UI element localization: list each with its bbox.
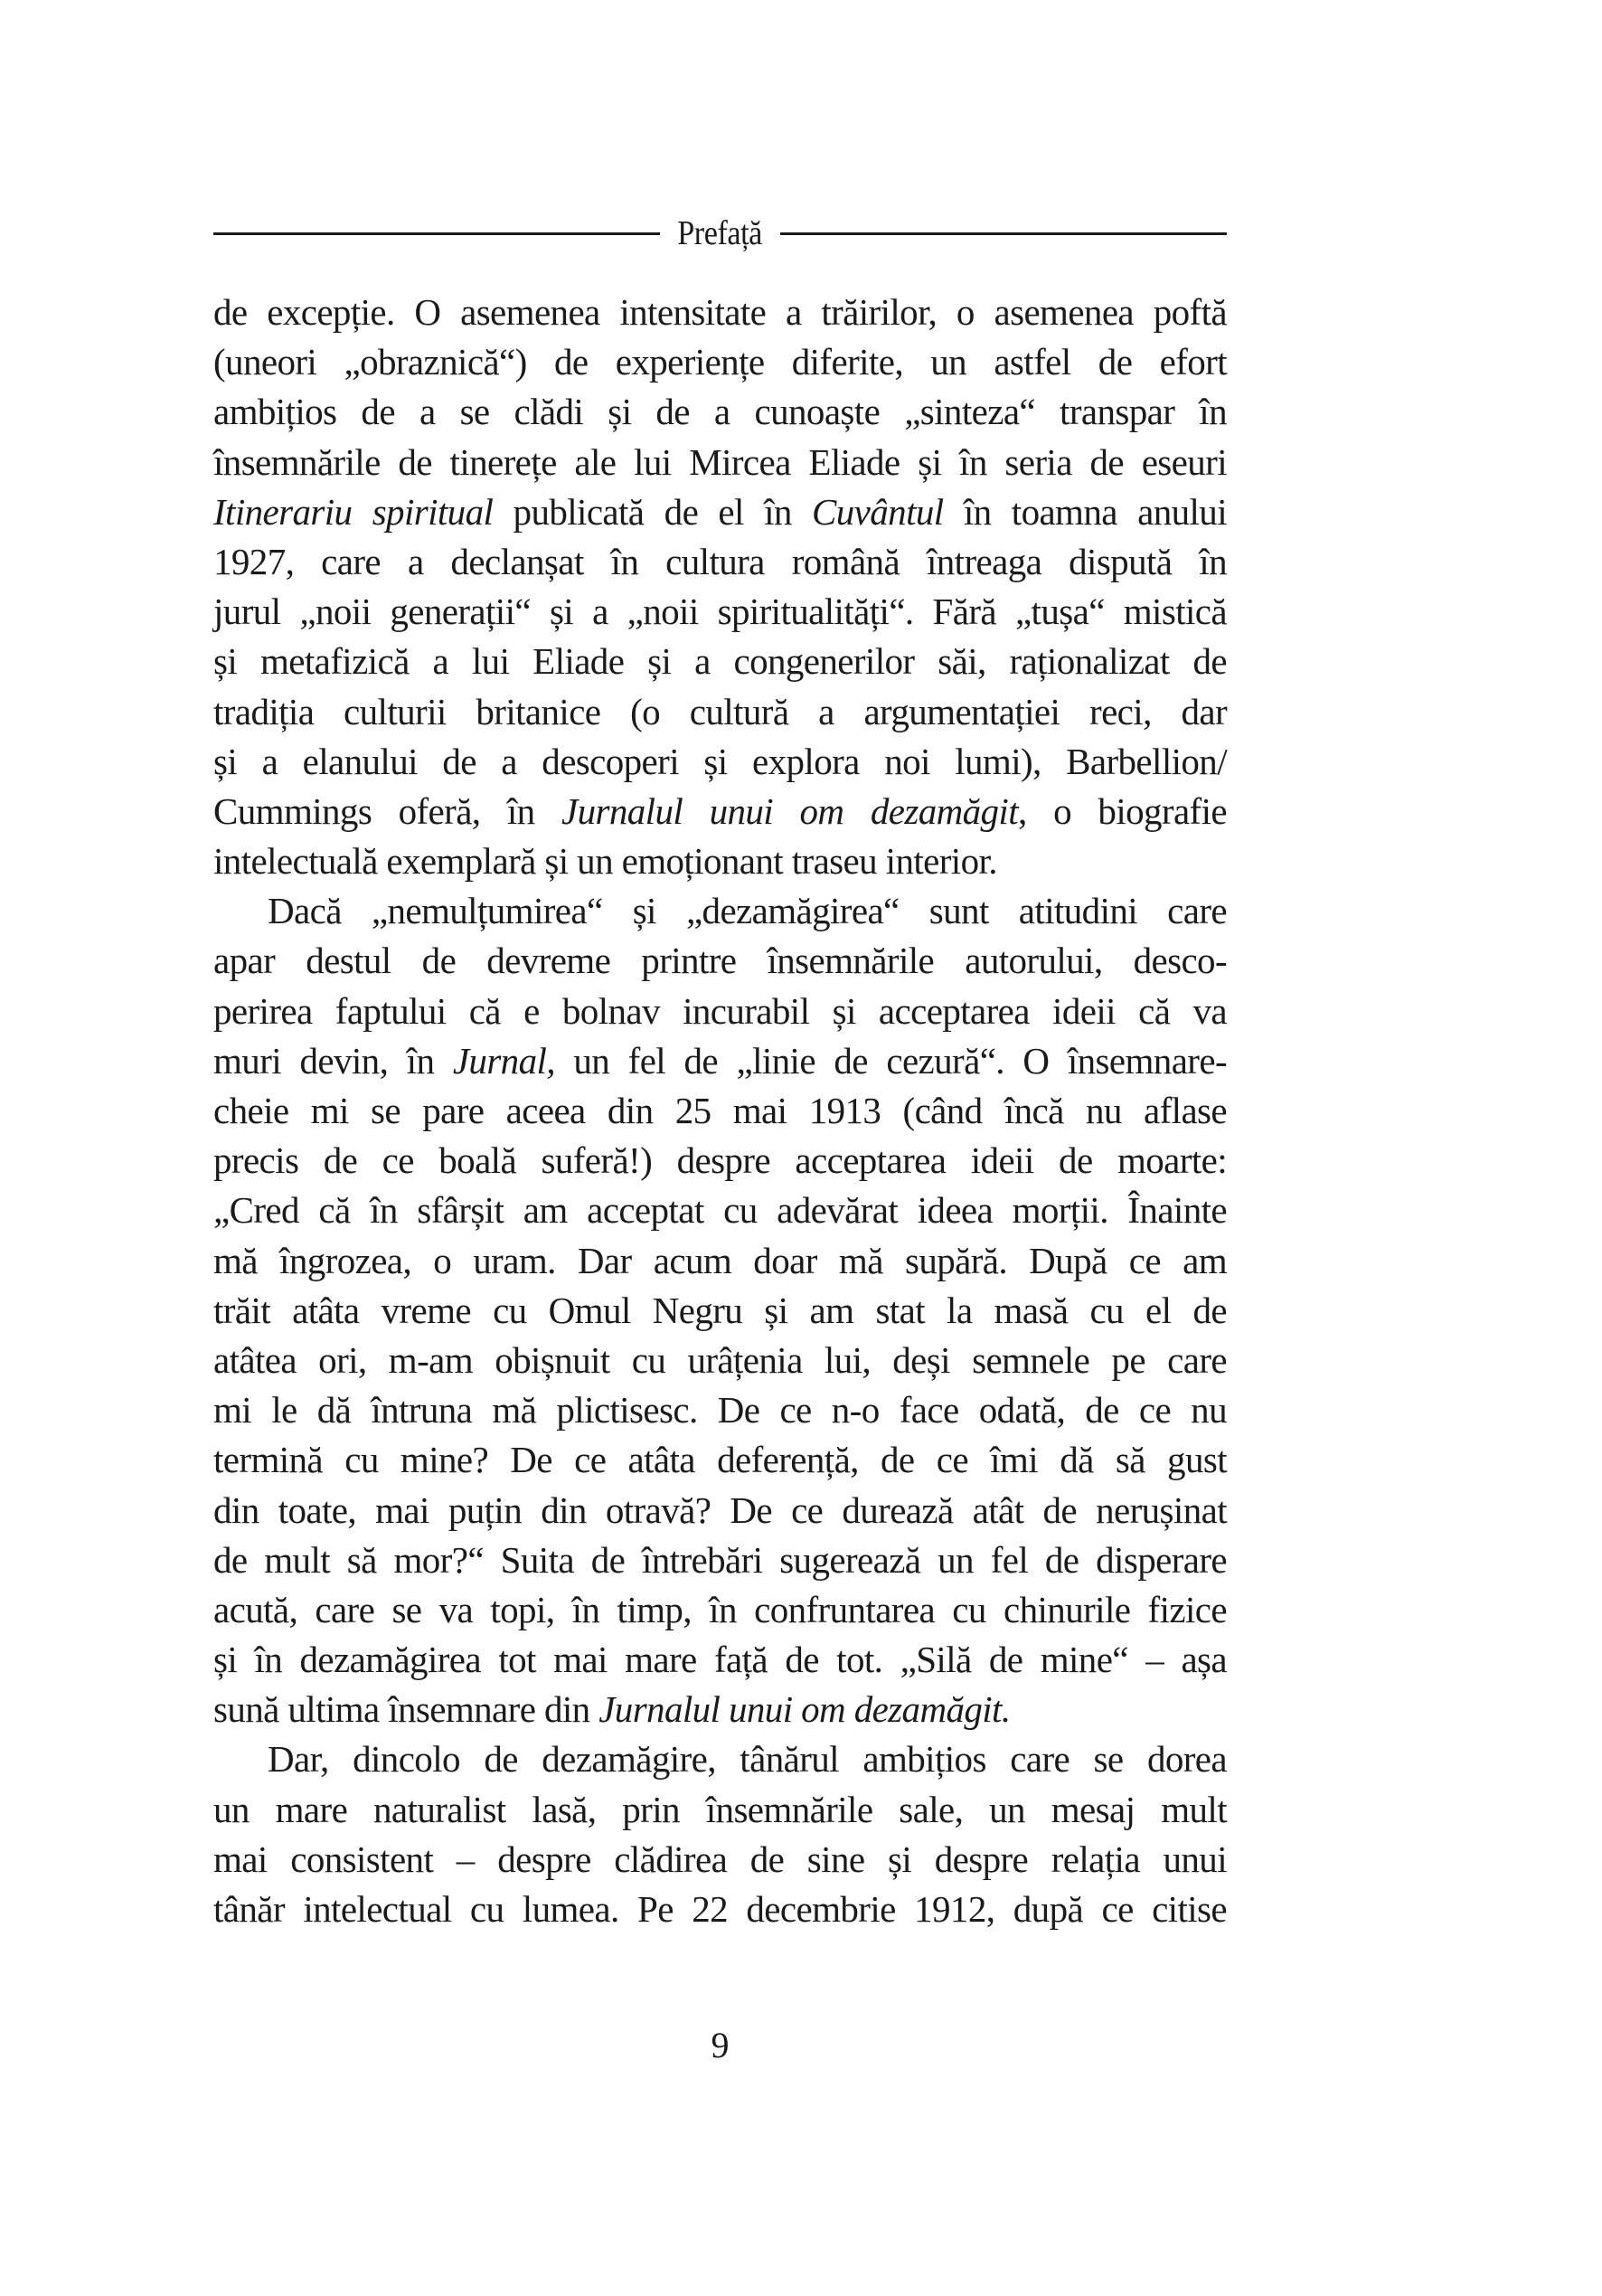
paragraph [213,1734,1227,1934]
text-line [213,1835,1227,1885]
text-line [213,787,1227,836]
text-run: (uneori „obraznică“) de experiențe diferite, un astfel de efort [213,341,1227,383]
text-line [213,1685,1227,1734]
text-line [213,1585,1227,1635]
text-run: cheie mi se pare aceea din 25 mai 1913 (când încă nu aflase [213,1090,1227,1131]
text-line [213,936,1227,986]
text-run: apar destul de devreme printre însemnările autorului, desco- [213,940,1227,982]
text-run: „Cred că în sfârșit am acceptat cu adevărat ideea morții. Înainte [213,1189,1227,1232]
text-line [213,886,1227,936]
text-line [213,1486,1227,1535]
text-line [213,1885,1227,1934]
text-run: ambițios de a se clădi și de a cunoaște „sinteza“ transpar în [213,391,1227,433]
text-run: acută, care se va topi, în timp, în confruntarea cu chinurile fizice [213,1588,1227,1630]
text-line [213,1086,1227,1136]
text-run: Cummings oferă, în [213,789,562,832]
text-run: un mare naturalist lasă, prin însemnările sale, un mesaj mult [213,1788,1227,1830]
text-line [213,487,1227,537]
text-line [213,1734,1227,1784]
text-line [213,836,1227,886]
text-run: jurul „noii generații“ și a „noii spiritualități“. Fără „tușa“ mistică [213,591,1227,633]
body-text [213,288,1227,1934]
text-run: tânăr intelectual cu lumea. Pe 22 decembrie 1912, după ce citise [213,1888,1227,1930]
text-run: mi le dă întruna mă plictisesc. De ce n-o face odată, de ce nu [213,1389,1227,1431]
text-line [213,1785,1227,1835]
text-run: intelectuală exemplară și un emoționant traseu interior. [213,840,997,883]
text-line [213,1136,1227,1186]
text-line [213,1286,1227,1336]
text-run: termină cu mine? De ce atâta deferență, de ce îmi dă să gust [213,1439,1227,1481]
page-number: 9 [711,2025,730,2065]
text-line [213,637,1227,686]
text-line [213,1236,1227,1286]
text-line [213,987,1227,1036]
text-run: în toamna anului [943,490,1227,533]
text-run: și metafizică a lui Eliade și a congenerilor săi, raționalizat de [213,640,1227,683]
text-run: și în dezamăgirea tot mai mare față de tot. „Silă de mine“ – așa [213,1639,1227,1681]
text-run: 1927, care a declanșat în cultura română întreaga dispută în [213,540,1227,582]
text-line [213,587,1227,637]
text-line [213,1435,1227,1485]
text-line [213,537,1227,587]
text-run: atâtea ori, m-am obișnuit cu urâțenia lui, deși semnele pe care [213,1338,1227,1381]
text-run: sună ultima însemnare din [213,1688,599,1731]
text-run: de excepție. O asemenea intensitate a trăirilor, o asemenea poftă [213,291,1227,333]
text-line [213,1186,1227,1235]
text-run: perirea faptului că e bolnav incurabil și acceptarea ideii că va [213,989,1227,1032]
text-line [213,288,1227,337]
header-rule-right [780,232,1227,235]
text-line [213,438,1227,487]
text-line [213,387,1227,437]
chapter-title: Prefață [677,214,763,252]
text-run: și a elanului de a descoperi și explora noi lumi), Barbellion/ [213,740,1227,782]
text-line [213,1385,1227,1435]
text-run: Dar, dincolo de dezamăgire, tânărul ambițios care se dorea [268,1738,1227,1781]
text-run: de mult să mor?“ Suita de întrebări sugerează un fel de disperare [213,1538,1227,1581]
text-run: Dacă „nemulțumirea“ și „dezamăgirea“ sunt atitudini care [268,890,1227,932]
text-run: un fel de „linie de cezură“. O însemnare- [554,1039,1227,1082]
text-line [213,1036,1227,1086]
paragraph [213,288,1227,886]
text-line [213,1336,1227,1385]
text-run: însemnările de tinerețe ale lui Mircea Eliade și în seria de eseuri [213,440,1227,483]
text-run: muri devin, în [213,1039,453,1082]
text-run: publicată de el în [493,490,813,533]
italic-title: Jurnal, [452,1039,555,1082]
italic-title: Cuvântul [812,490,944,533]
text-run: trăit atâta vreme cu Omul Negru și am stat la masă cu el de [213,1289,1227,1331]
text-line [213,1635,1227,1685]
text-run: precis de ce boală suferă!) despre acceptarea ideii de moarte: [213,1139,1227,1182]
running-head [213,206,1227,260]
text-line [213,337,1227,387]
text-line [213,1535,1227,1585]
header-rule-left [213,232,660,235]
text-run: mai consistent – despre clădirea de sine și despre relația unui [213,1838,1227,1880]
italic-title: Jurnalul unui om dezamăgit [561,789,1018,832]
text-run: mă îngrozea, o uram. Dar acum doar mă supără. După ce am [213,1239,1227,1281]
paragraph [213,886,1227,1734]
text-run: din toate, mai puțin din otravă? De ce durează atât de nerușinat [213,1488,1227,1531]
text-line [213,687,1227,737]
italic-title: Itinerariu spiritual [213,490,494,533]
text-run: tradiția culturii britanice (o cultură a argumentației reci, dar [213,690,1227,732]
text-run: , o biografie [1018,789,1227,832]
text-line [213,737,1227,787]
italic-title: Jurnalul unui om dezamăgit. [598,1688,1011,1731]
